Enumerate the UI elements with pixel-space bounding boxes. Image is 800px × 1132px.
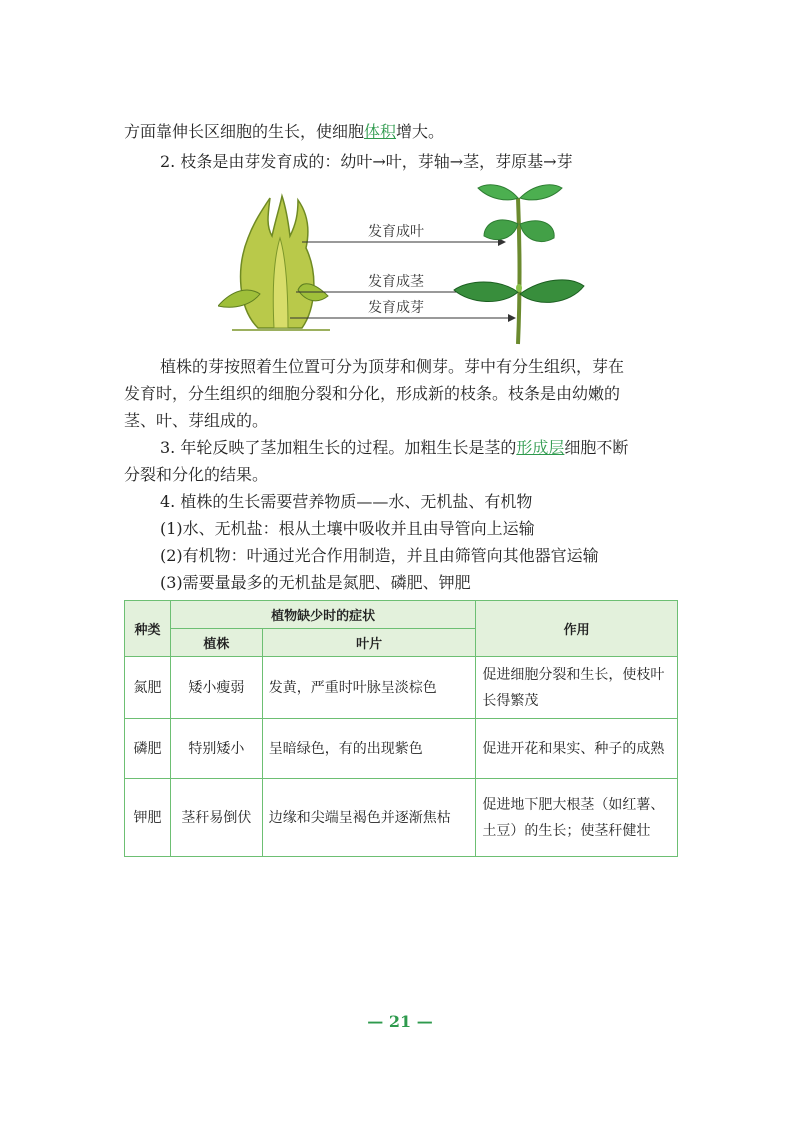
item-3-annual-rings: 3. 年轮反映了茎加粗生长的过程。加粗生长是茎的形成层细胞不断 (160, 438, 629, 457)
header-symptom: 植物缺少时的症状 (170, 601, 475, 629)
cell-function: 促进细胞分裂和生长，使枝叶长得繁茂 (476, 657, 678, 719)
table-header-row (125, 601, 678, 629)
cell-leaf: 边缘和尖端呈褐色并逐渐焦枯 (262, 779, 476, 857)
paragraph-bud-line-1: 植株的芽按照着生位置可分为顶芽和侧芽。芽中有分生组织，芽在 (160, 357, 625, 376)
cell-type: 氮肥 (125, 657, 171, 719)
cell-function: 促进开花和果实、种子的成熟 (476, 719, 678, 779)
paragraph-cell-growth: 方面靠伸长区细胞的生长，使细胞体积增大。 (124, 122, 445, 141)
item-4-sub-1: (1)水、无机盐：根从土壤中吸收并且由导管向上运输 (160, 519, 535, 538)
cell-leaf: 发黄，严重时叶脉呈淡棕色 (262, 657, 476, 719)
item-4-nutrients: 4. 植株的生长需要营养物质——水、无机盐、有机物 (160, 492, 533, 511)
label-develop-leaf: 发育成叶 (368, 224, 424, 240)
cell-type: 钾肥 (125, 779, 171, 857)
item-4-sub-2: (2)有机物：叶通过光合作用制造，并且由筛管向其他器官运输 (160, 546, 599, 565)
cell-function: 促进地下肥大根茎（如红薯、土豆）的生长；使茎秆健壮 (476, 779, 678, 857)
bud-development-diagram (218, 178, 590, 346)
header-leaf: 叶片 (262, 629, 476, 657)
header-function: 作用 (476, 601, 678, 657)
label-develop-stem: 发育成茎 (368, 274, 424, 290)
table-row (125, 657, 678, 719)
bud-illustration (218, 196, 330, 330)
label-develop-bud: 发育成芽 (368, 300, 424, 316)
cell-leaf: 呈暗绿色，有的出现紫色 (262, 719, 476, 779)
cell-plant: 矮小瘦弱 (170, 657, 262, 719)
page-number: — 21 — (367, 1012, 433, 1031)
highlight-term-volume: 体积 (364, 122, 397, 141)
item-4-sub-3: (3)需要量最多的无机盐是氮肥、磷肥、钾肥 (160, 573, 471, 592)
header-plant: 植株 (170, 629, 262, 657)
fertilizer-table (124, 600, 678, 857)
paragraph-bud-line-3: 茎、叶、芽组成的。 (124, 411, 269, 430)
paragraph-bud-line-2: 发育时，分生组织的细胞分裂和分化，形成新的枝条。枝条是由幼嫩的 (124, 384, 621, 403)
table-row (125, 779, 678, 857)
cell-plant: 特别矮小 (170, 719, 262, 779)
header-type: 种类 (125, 601, 171, 657)
cell-plant: 茎秆易倒伏 (170, 779, 262, 857)
item-2-branch-origin: 2. 枝条是由芽发育成的：幼叶→叶，芽轴→茎，芽原基→芽 (160, 152, 573, 171)
plant-illustration (454, 185, 584, 344)
item-3-line-2: 分裂和分化的结果。 (124, 465, 269, 484)
bud-development-figure (218, 178, 590, 346)
highlight-term-cambium: 形成层 (516, 438, 565, 457)
cell-type: 磷肥 (125, 719, 171, 779)
table-row (125, 719, 678, 779)
